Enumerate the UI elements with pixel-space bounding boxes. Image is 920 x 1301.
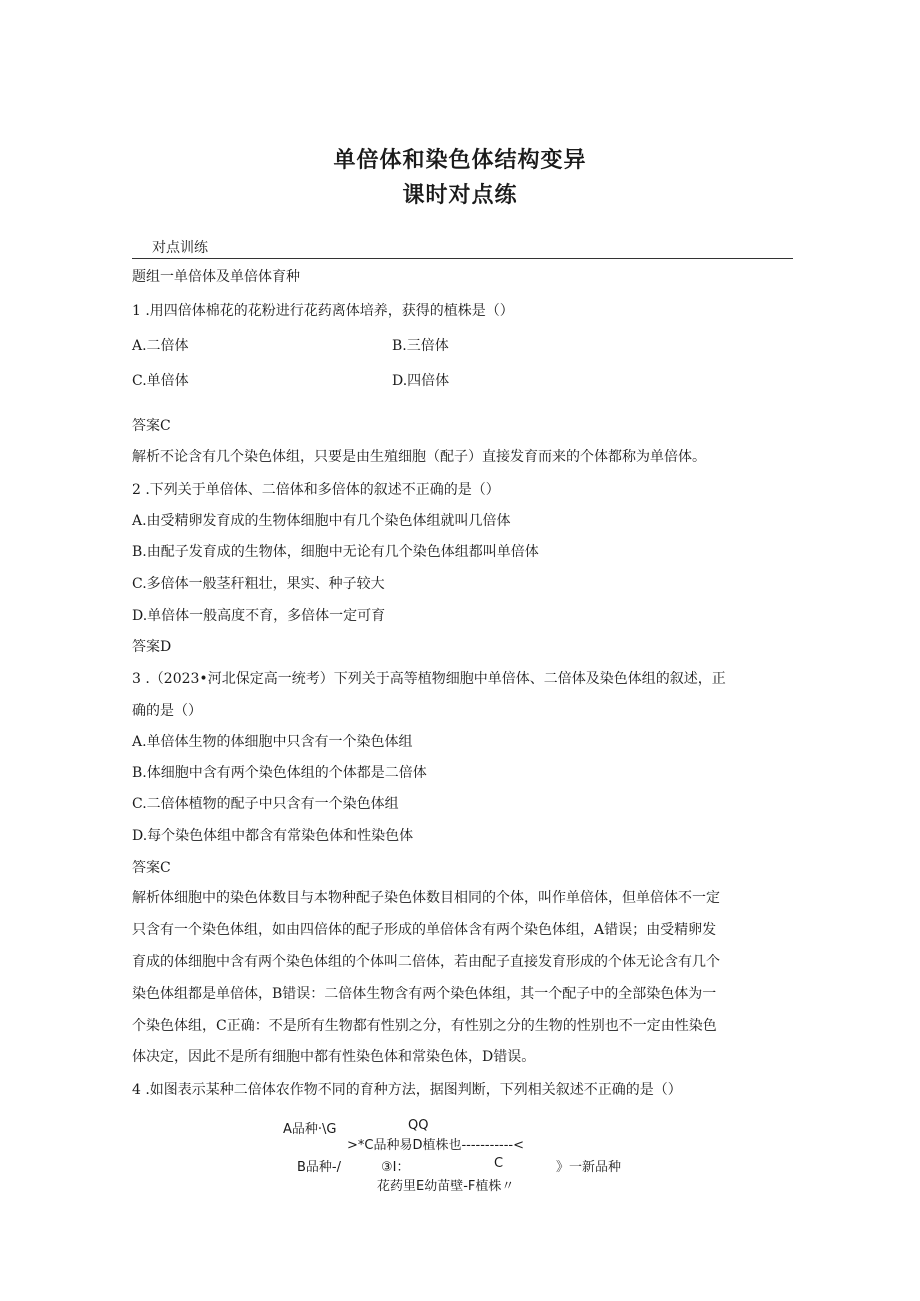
question-4-stem: 4 .如图表示某种二倍体农作物不同的育种方法，据图判断，下列相关叙述不正确的是（） (132, 1082, 682, 1098)
question-3-analysis-line: 解析体细胞中的染色体数目与本物种配子染色体数目相同的个体，叫作单倍体，但单倍体不一定 (132, 890, 720, 906)
question-2-stem: 2 .下列关于单倍体、二倍体和多倍体的叙述不正确的是（） (132, 482, 500, 498)
question-2-answer: 答案D (132, 639, 172, 655)
question-1-analysis: 解析不论含有几个染色体组，只要是由生殖细胞（配子）直接发育而来的个体都称为单倍体。 (132, 449, 706, 465)
diagram-label: >*C品种易D植株也-----------< (347, 1138, 524, 1153)
question-3-stem-line-2: 确的是（） (132, 703, 202, 719)
question-2-option-b: B.由配子发育成的生物体，细胞中无论有几个染色体组都叫单倍体 (132, 544, 539, 560)
question-2-option-a: A.由受精卵发育成的生物体细胞中有几个染色体组就叫几倍体 (132, 513, 511, 529)
diagram-label: QQ (408, 1118, 429, 1133)
question-3-analysis-line: 染色体组都是单倍体，B错误：二倍体生物含有两个染色体组，其一个配子中的全部染色体为一 (132, 986, 717, 1002)
section-label: 对点训练 (152, 240, 208, 256)
question-1-option-d: D.四倍体 (392, 373, 450, 389)
question-2-option-c: C.多倍体一般茎秆粗壮，果实、种子较大 (132, 576, 385, 592)
question-3-stem-line-1: 3 .（2023•河北保定高一统考）下列关于高等植物细胞中单倍体、二倍体及染色体组的叙述，正 (132, 671, 726, 687)
question-2-option-d: D.单倍体一般高度不育，多倍体一定可育 (132, 608, 386, 624)
diagram-label: 花药里E幼苗壁-F植株〃 (377, 1179, 515, 1194)
section-divider (132, 258, 793, 259)
question-3-option-a: A.单倍体生物的体细胞中只含有一个染色体组 (132, 734, 413, 750)
question-1-answer: 答案C (132, 418, 171, 434)
diagram-label: C (494, 1156, 504, 1171)
diagram-label: B品种-/ (297, 1160, 341, 1175)
diagram-label: 》一新品种 (556, 1160, 622, 1175)
question-3-option-b: B.体细胞中含有两个染色体组的个体都是二倍体 (132, 765, 427, 781)
question-3-option-c: C.二倍体植物的配子中只含有一个染色体组 (132, 796, 399, 812)
diagram-label: A品种·\G (283, 1122, 337, 1137)
question-3-answer: 答案C (132, 860, 171, 876)
question-3-analysis-line: 个染色体组，C正确：不是所有生物都有性别之分，有性别之分的生物的性别也不一定由性染色 (132, 1018, 717, 1034)
question-3-analysis-line: 体决定，因此不是所有细胞中都有性染色体和常染色体，D错误。 (132, 1049, 536, 1065)
question-1-option-a: A.二倍体 (132, 338, 189, 354)
question-1-stem: 1 .用四倍体棉花的花粉进行花药离体培养，获得的植株是（） (132, 303, 514, 319)
question-1-option-b: B.三倍体 (392, 338, 449, 354)
diagram-label: ③I： (381, 1160, 410, 1175)
question-3-analysis-line: 育成的体细胞中含有两个染色体组的个体叫二倍体，若由配子直接发育形成的个体无论含有几个 (132, 954, 720, 970)
question-3-option-d: D.每个染色体组中都含有常染色体和性染色体 (132, 828, 414, 844)
page-title: 单倍体和染色体结构变异 (333, 148, 587, 173)
question-3-analysis-line: 只含有一个染色体组，如由四倍体的配子形成的单倍体含有两个染色体组，A错误；由受精卵发 (132, 922, 717, 938)
group-heading: 题组一单倍体及单倍体育种 (132, 269, 300, 285)
page-subtitle: 课时对点练 (402, 183, 518, 208)
question-1-option-c: C.单倍体 (132, 373, 189, 389)
